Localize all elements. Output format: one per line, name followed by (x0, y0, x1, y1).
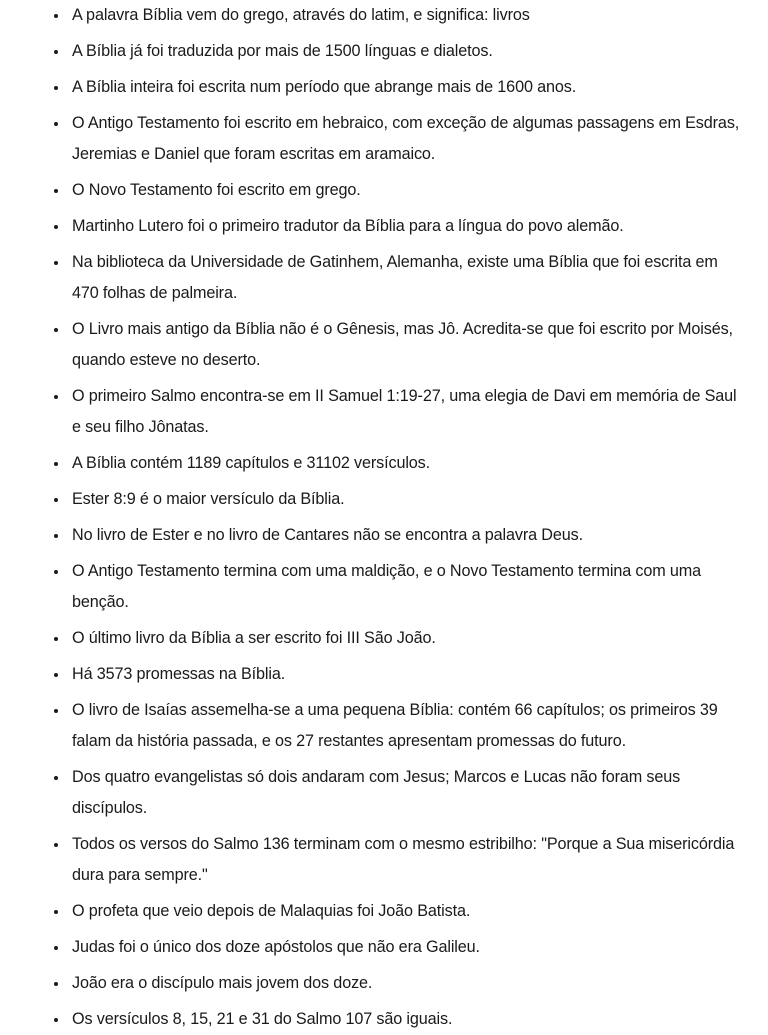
bullet-dot-icon (54, 534, 58, 538)
bullet-dot-icon (54, 50, 58, 54)
list-item (0, 448, 768, 479)
list-item (0, 108, 768, 170)
list-item-text: O profeta que veio depois de Malaquias foi João Batista. (72, 902, 471, 920)
list-item-text: Judas foi o único dos doze apóstolos que não era Galileu. (72, 938, 480, 956)
list-item-text: A Bíblia contém 1189 capítulos e 31102 versículos. (72, 454, 431, 472)
list-item (0, 381, 768, 443)
bullet-dot-icon (54, 86, 58, 90)
list-item (0, 36, 768, 67)
bullet-dot-icon (54, 709, 58, 713)
bullet-dot-icon (54, 673, 58, 677)
list-item-text: O Antigo Testamento termina com uma maldição, e o Novo Testamento termina com uma benção. (72, 562, 701, 611)
bullet-dot-icon (54, 122, 58, 126)
list-item (0, 314, 768, 376)
list-item (0, 484, 768, 515)
bullet-dot-icon (54, 776, 58, 780)
list-item-text: João era o discípulo mais jovem dos doze. (72, 974, 373, 992)
list-item-text: O Livro mais antigo da Bíblia não é o Gênesis, mas Jô. Acredita-se que foi escrito por Moisés, quando esteve no deserto. (72, 320, 733, 369)
bullet-dot-icon (54, 14, 58, 18)
list-item-text: Há 3573 promessas na Bíblia. (72, 665, 286, 683)
list-item-text: Dos quatro evangelistas só dois andaram com Jesus; Marcos e Lucas não foram seus discípulos. (72, 768, 681, 817)
list-item-text: O último livro da Bíblia a ser escrito foi III São João. (72, 629, 436, 647)
list-item (0, 695, 768, 757)
bullet-dot-icon (54, 261, 58, 265)
bullet-dot-icon (54, 328, 58, 332)
bullet-dot-icon (54, 462, 58, 466)
list-item-text: O Antigo Testamento foi escrito em hebraico, com exceção de algumas passagens em Esdras, Jeremias e Daniel que foram escritas em aramaico. (72, 114, 740, 163)
list-item (0, 968, 768, 999)
bullet-dot-icon (54, 189, 58, 193)
list-item (0, 896, 768, 927)
bullet-dot-icon (54, 498, 58, 502)
list-item (0, 175, 768, 206)
list-item (0, 556, 768, 618)
list-item-text: A Bíblia já foi traduzida por mais de 1500 línguas e dialetos. (72, 42, 493, 60)
list-item-text: No livro de Ester e no livro de Cantares não se encontra a palavra Deus. (72, 526, 583, 544)
list-item (0, 1004, 768, 1035)
list-item (0, 520, 768, 551)
list-item (0, 0, 768, 31)
bullet-dot-icon (54, 946, 58, 950)
bullet-dot-icon (54, 910, 58, 914)
list-item-text: O primeiro Salmo encontra-se em II Samuel 1:19-27, uma elegia de Davi em memória de Saul e seu filho Jônatas. (72, 387, 737, 436)
list-item-text: Todos os versos do Salmo 136 terminam com o mesmo estribilho: "Porque a Sua misericórdia dura para sempre." (72, 835, 735, 884)
bullet-dot-icon (54, 570, 58, 574)
list-item (0, 623, 768, 654)
list-item-text: A palavra Bíblia vem do grego, através do latim, e significa: livros (72, 6, 530, 24)
list-item-text: A Bíblia inteira foi escrita num período que abrange mais de 1600 anos. (72, 78, 577, 96)
bullet-dot-icon (54, 1018, 58, 1022)
bullet-dot-icon (54, 395, 58, 399)
list-item (0, 72, 768, 103)
list-item (0, 247, 768, 309)
bullet-dot-icon (54, 843, 58, 847)
bullet-dot-icon (54, 225, 58, 229)
list-item-text: Martinho Lutero foi o primeiro tradutor da Bíblia para a língua do povo alemão. (72, 217, 624, 235)
list-item (0, 211, 768, 242)
list-item-text: Os versículos 8, 15, 21 e 31 do Salmo 107 são iguais. (72, 1010, 453, 1028)
list-item-text: O Novo Testamento foi escrito em grego. (72, 181, 361, 199)
list-item (0, 659, 768, 690)
bullet-dot-icon (54, 982, 58, 986)
list-item-text: O livro de Isaías assemelha-se a uma pequena Bíblia: contém 66 capítulos; os primeiros 39 falam da história passada, e os 27 restantes apresentam promessas do futuro. (72, 701, 718, 750)
list-item (0, 829, 768, 891)
list-item (0, 762, 768, 824)
list-item (0, 932, 768, 963)
bullet-dot-icon (54, 637, 58, 641)
list-item-text: Ester 8:9 é o maior versículo da Bíblia. (72, 490, 345, 508)
list-item-text: Na biblioteca da Universidade de Gatinhem, Alemanha, existe uma Bíblia que foi escrita em 470 folhas de palmeira. (72, 253, 718, 302)
